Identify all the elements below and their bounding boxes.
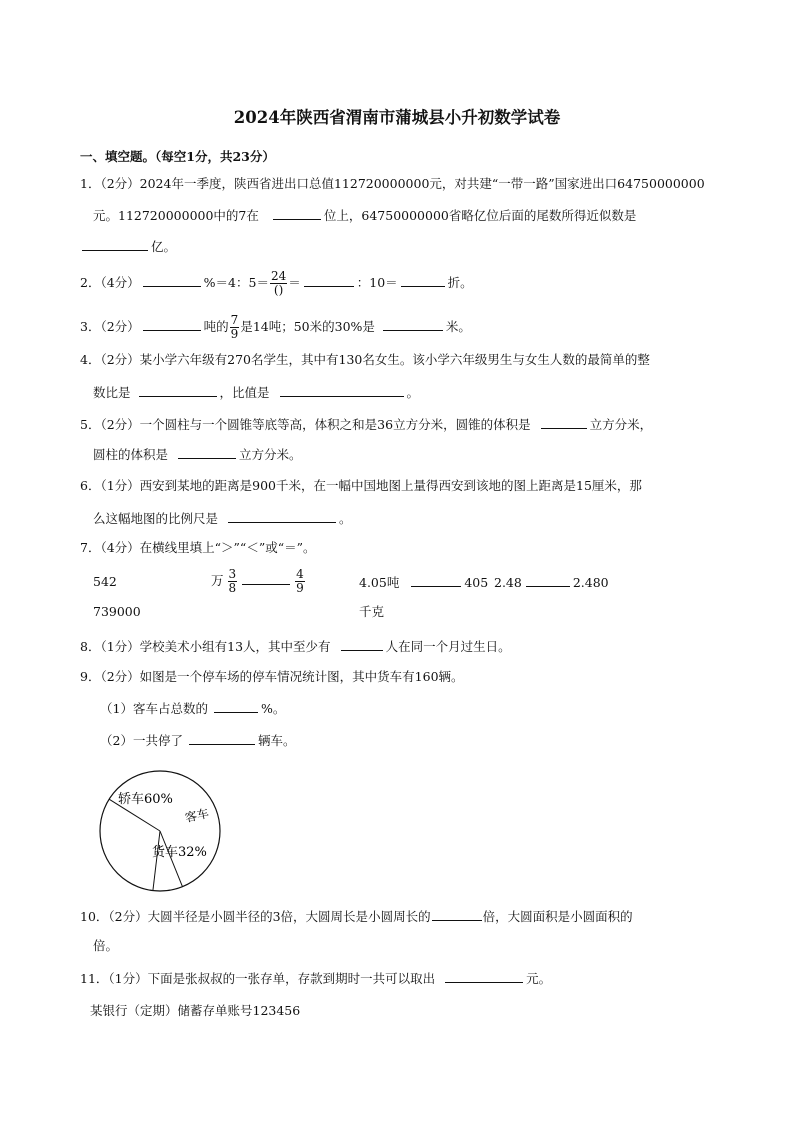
q11-text-a: 11．（1分）下面是张叔叔的一张存单，存款到期时一共可以取出	[80, 971, 436, 986]
q1-blank-2[interactable]	[82, 238, 148, 251]
q10-blank-1[interactable]	[432, 908, 482, 921]
pie-label-bus: 客车	[183, 806, 211, 825]
q5-line1	[80, 416, 652, 433]
q4-text-c: 。	[406, 385, 420, 400]
q11-blank[interactable]	[445, 970, 523, 983]
q9-sub1-a: （1）客车占总数的	[100, 701, 208, 716]
pie-label-truck: 货车32%	[152, 845, 207, 860]
q8-blank[interactable]	[341, 638, 383, 651]
q7-item3-b: 405	[464, 575, 489, 590]
pie-boundary-bus-truck	[153, 831, 160, 891]
q7-blank-3[interactable]	[411, 574, 461, 587]
q1-blank-1[interactable]	[273, 207, 321, 220]
q1-text-b: 位上，64750000000省略亿位后面的尾数所得近似数是	[323, 208, 637, 223]
section-heading: 一、填空题。（每空1分，共23分）	[80, 149, 275, 164]
q1-line2	[93, 207, 636, 224]
q3-line	[80, 314, 471, 341]
q9-sub1-b: %。	[260, 701, 286, 716]
q6-line1: 6．（1分）西安到某地的距离是900千米，在一幅中国地图上量得西安到该地的图上距离是15厘米，那	[80, 478, 642, 493]
q9-sub2-a: （2）一共停了	[100, 733, 183, 748]
q2-blank-1[interactable]	[143, 274, 201, 287]
q7-item1-b: 739000	[93, 604, 141, 619]
q7-blank-4[interactable]	[526, 574, 570, 587]
q2-text-a: 2．（4分）	[80, 275, 140, 290]
page-title: 2024年陕西省渭南市蒲城县小升初数学试卷	[233, 108, 561, 127]
q5-blank-2[interactable]	[178, 446, 236, 459]
q4-blank-1[interactable]	[139, 384, 217, 397]
q4-blank-2[interactable]	[280, 384, 404, 397]
q9-sub1	[100, 700, 285, 717]
q7-blank-2[interactable]	[242, 572, 290, 585]
q3-frac-num: 7	[230, 313, 239, 327]
q7-item1-a: 542	[93, 574, 117, 589]
q1-line1: 1．（2分）2024年一季度，陕西省进出口总值112720000000元，对共建“一带一路”国家进出口64750000000	[80, 176, 705, 191]
q2-frac-den: ()	[273, 283, 284, 297]
q2-blank-3[interactable]	[401, 274, 445, 287]
q4-text-a: 数比是	[93, 385, 131, 400]
q3-text-a: 3．（2分）	[80, 319, 140, 334]
q2-text-d: ：10＝	[356, 275, 398, 290]
q7-item3-a: 4.05吨	[359, 575, 400, 590]
q2-text-c: ＝	[288, 275, 301, 290]
q7-item2	[211, 568, 306, 595]
q9-sub2	[100, 732, 295, 749]
q9-blank-1[interactable]	[214, 700, 258, 713]
q8-text-a: 8．（1分）学校美术小组有13人，其中至少有	[80, 639, 331, 654]
q2-text-e: 折。	[447, 275, 473, 290]
q1-line3	[82, 238, 176, 255]
q5-line2	[93, 446, 302, 463]
q5-text-c: 圆柱的体积是	[93, 447, 169, 462]
q7-line1: 7．（4分）在横线里填上“＞”“＜”或“＝”。	[80, 540, 316, 555]
q5-blank-1[interactable]	[541, 416, 587, 429]
q7-item4	[494, 574, 609, 591]
q7-frac-1	[228, 568, 238, 595]
q7-item3-unit: 千克	[359, 604, 385, 619]
pie-label-sedan: 轿车60%	[118, 792, 173, 807]
q11-text-b: 元。	[526, 971, 552, 986]
q10-line1	[80, 908, 633, 925]
q7-item3	[359, 574, 488, 591]
q9-sub2-b: 辆车。	[257, 733, 296, 748]
q2-blank-2[interactable]	[304, 274, 354, 287]
q7-frac-2-num: 4	[296, 567, 304, 581]
q7-item2-wan: 万	[211, 573, 224, 588]
q3-blank-1[interactable]	[143, 318, 201, 331]
q3-text-c: 是14吨；50米的30%是	[240, 319, 375, 334]
q9-line1: 9．（2分）如图是一个停车场的停车情况统计图，其中货车有160辆。	[80, 669, 464, 684]
q7-frac-2-den: 9	[296, 581, 304, 595]
q1-text-a: 元。112720000000中的7在	[93, 208, 259, 223]
q8-text-b: 人在同一个月过生日。	[385, 639, 511, 654]
q10-text-b: 倍，大圆面积是小圆面积的	[482, 909, 633, 924]
q5-text-b: 立方分米，	[589, 417, 653, 432]
q1-text-c: 亿。	[151, 239, 177, 254]
q3-fraction	[230, 314, 240, 341]
q10-line2: 倍。	[93, 938, 119, 953]
q2-fraction	[270, 270, 287, 297]
q6-blank[interactable]	[228, 510, 336, 523]
q3-frac-den: 9	[230, 327, 239, 341]
q7-item4-b: 2.480	[572, 575, 609, 590]
q11-line1	[80, 970, 551, 987]
q8-line	[80, 638, 511, 655]
q11-line2: 某银行（定期）储蓄存单账号123456	[90, 1003, 301, 1018]
q2-text-b: %＝4：5＝	[203, 275, 269, 290]
q5-text-d: 立方分米。	[239, 447, 302, 462]
q2-line	[80, 270, 473, 297]
q4-line1: 4．（2分）某小学六年级有270名学生，其中有130名女生。该小学六年级男生与女生人数的最简单的整	[80, 352, 650, 367]
q7-frac-2	[295, 568, 305, 595]
q3-blank-2[interactable]	[383, 318, 443, 331]
q6-text-a: 么这幅地图的比例尺是	[93, 511, 219, 526]
q2-frac-num: 24	[270, 269, 287, 283]
q4-line2	[93, 384, 419, 401]
q10-text-a: 10．（2分）大圆半径是小圆半径的3倍，大圆周长是小圆周长的	[80, 909, 431, 924]
q9-blank-2[interactable]	[189, 732, 255, 745]
q3-text-b: 吨的	[203, 319, 229, 334]
q3-text-d: 米。	[445, 319, 471, 334]
parking-pie-chart	[96, 770, 226, 892]
q7-frac-1-den: 8	[228, 581, 237, 595]
q7-frac-1-num: 3	[228, 567, 237, 581]
q5-text-a: 5．（2分）一个圆柱与一个圆锥等底等高，体积之和是36立方分米，圆锥的体积是	[80, 417, 531, 432]
q6-text-b: 。	[339, 511, 352, 526]
q6-line2	[93, 510, 352, 527]
q4-text-b: ，比值是	[219, 385, 270, 400]
q7-item4-a: 2.48	[494, 575, 522, 590]
